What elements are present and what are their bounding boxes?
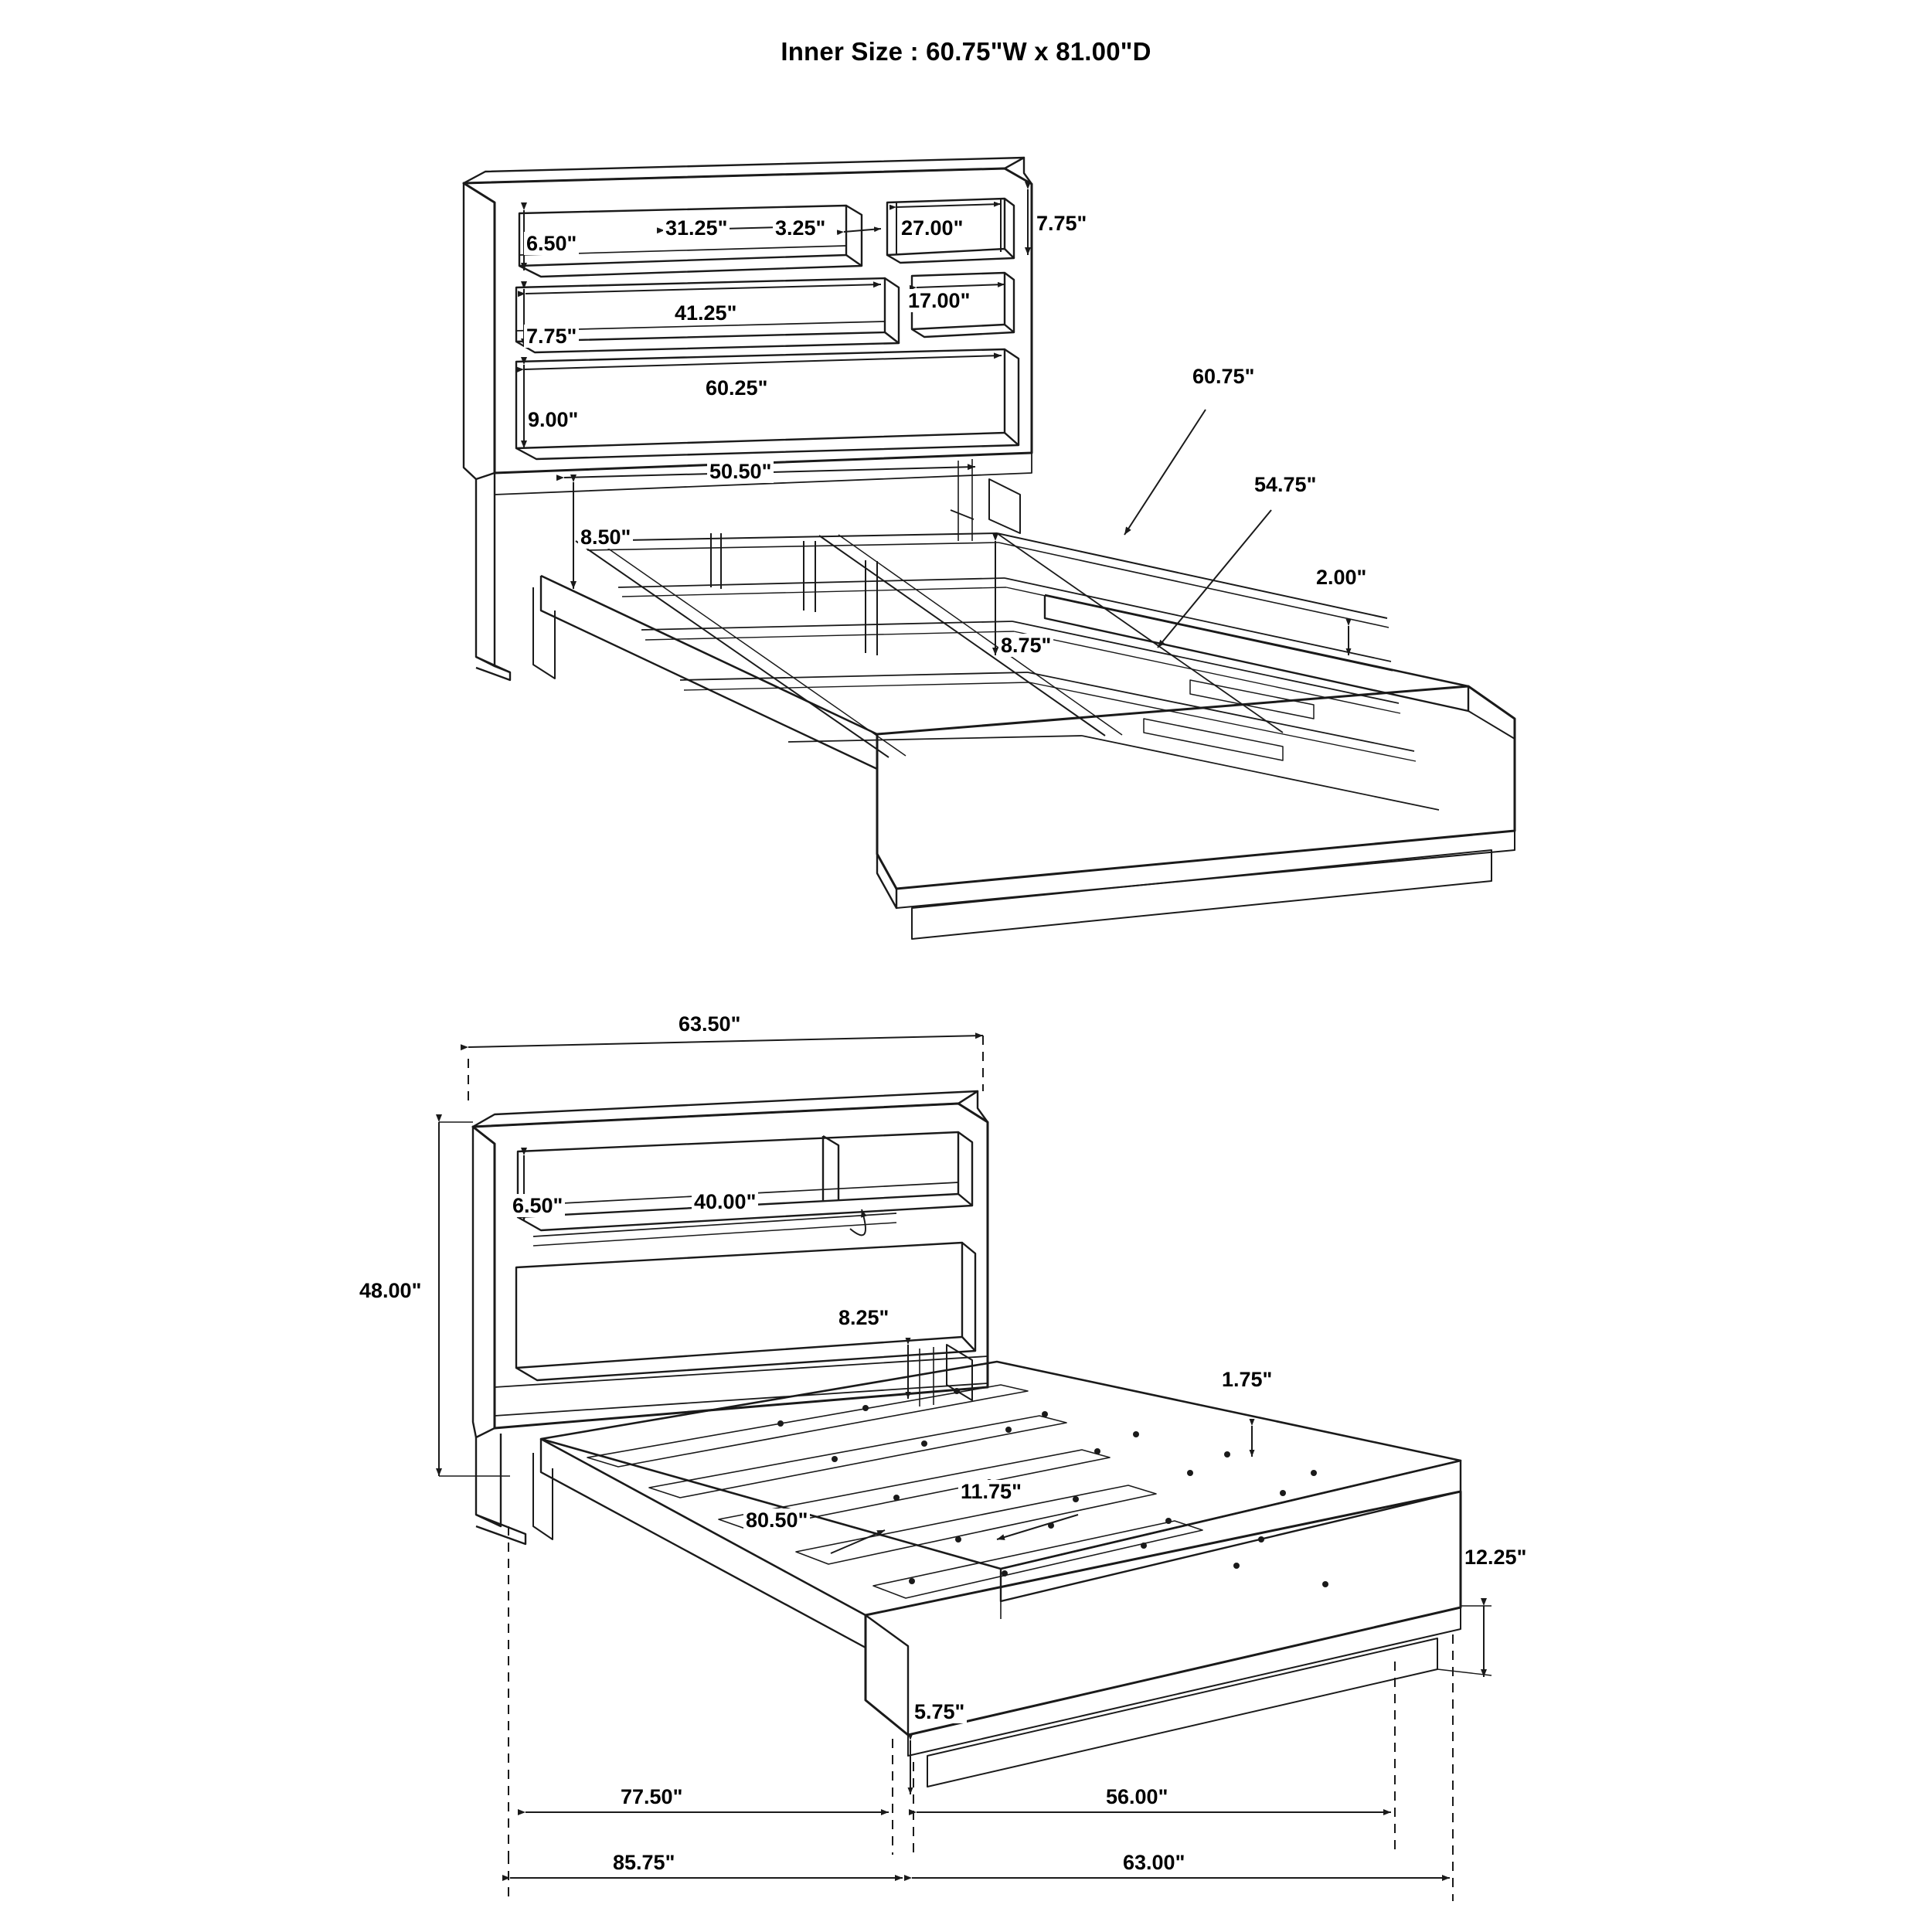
dim-label-50-50: 50.50" <box>707 460 774 483</box>
dim-label-8-50: 8.50" <box>578 526 633 549</box>
dim-label-9-00: 9.00" <box>526 408 580 431</box>
dim-label-40-00: 40.00" <box>692 1190 758 1213</box>
dim-label-7-75-left: 7.75" <box>524 325 579 348</box>
dim-label-12-25: 12.25" <box>1462 1546 1529 1569</box>
dim-label-6-50-top: 6.50" <box>524 232 579 255</box>
dim-label-63-00: 63.00" <box>1121 1851 1187 1874</box>
dim-label-5-75: 5.75" <box>912 1700 967 1723</box>
dim-label-77-50: 77.50" <box>618 1785 685 1808</box>
dim-label-60-25: 60.25" <box>703 376 770 400</box>
dim-label-7-75-right: 7.75" <box>1034 212 1089 235</box>
dim-label-31-25: 31.25" <box>663 216 730 240</box>
dim-label-8-75: 8.75" <box>998 634 1053 657</box>
dim-label-17-00: 17.00" <box>906 289 972 312</box>
dim-label-56-00: 56.00" <box>1104 1785 1170 1808</box>
dim-label-63-50: 63.50" <box>676 1012 743 1036</box>
dim-label-54-75: 54.75" <box>1252 473 1318 496</box>
dim-label-41-25: 41.25" <box>672 301 739 325</box>
dim-label-48-00: 48.00" <box>357 1279 423 1302</box>
bottom-perspective-geometry <box>473 1091 1461 1787</box>
dim-label-85-75: 85.75" <box>611 1851 677 1874</box>
dim-label-27-00: 27.00" <box>899 216 965 240</box>
dim-label-6-50-b: 6.50" <box>510 1194 565 1217</box>
dim-label-8-25: 8.25" <box>836 1306 891 1329</box>
dim-label-11-75: 11.75" <box>958 1480 1024 1503</box>
dim-label-80-50: 80.50" <box>743 1509 810 1532</box>
dim-label-1-75: 1.75" <box>1219 1368 1274 1391</box>
top-view-dimension-lines <box>524 189 1349 655</box>
dim-label-60-75: 60.75" <box>1190 365 1257 388</box>
page-title: Inner Size : 60.75"W x 81.00"D <box>781 37 1151 66</box>
dim-label-2-00: 2.00" <box>1314 566 1369 589</box>
dim-label-3-25: 3.25" <box>773 216 828 240</box>
